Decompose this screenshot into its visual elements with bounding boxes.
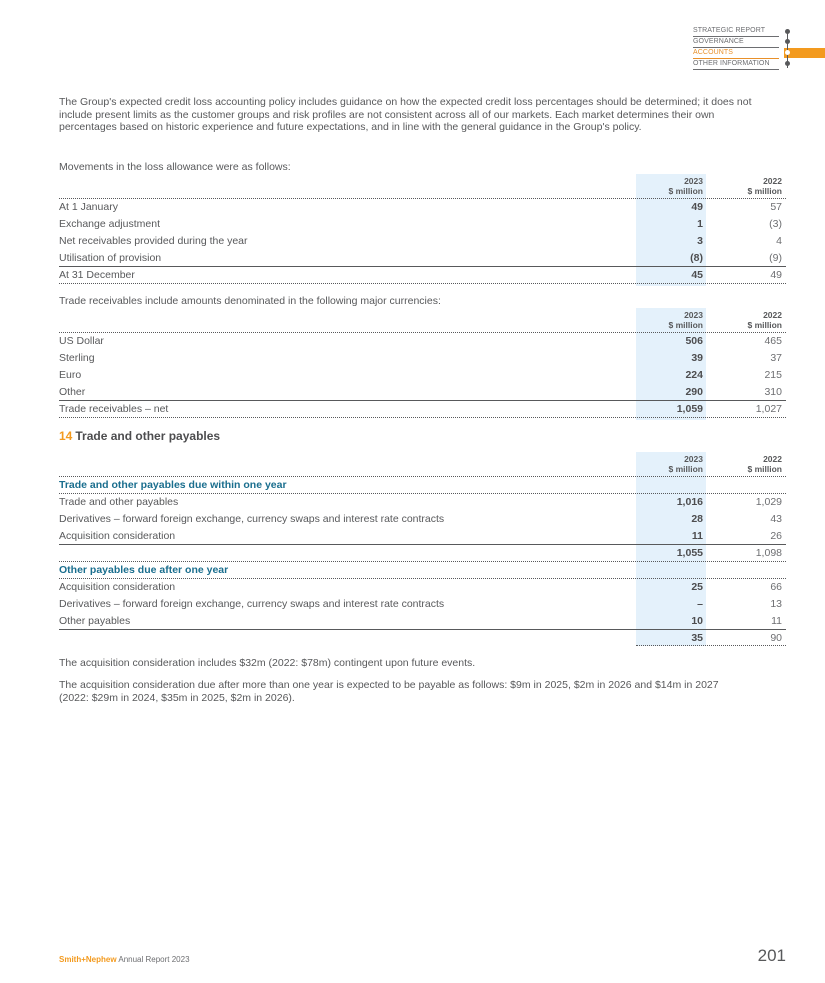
nav-strategic-report[interactable]: STRATEGIC REPORT <box>693 27 779 37</box>
footer-brand: Smith+Nephew Annual Report 2023 <box>59 955 190 964</box>
divider <box>59 283 786 284</box>
table-row: Other payables 10 11 <box>59 615 782 627</box>
page-number: 201 <box>757 946 786 965</box>
payables-table <box>59 452 786 646</box>
divider <box>636 645 786 646</box>
nav-active-dot-icon <box>785 50 790 55</box>
col-header-2022: 2022 $ million <box>747 454 782 474</box>
col-header-2023: 2023 $ million <box>668 454 703 474</box>
table-row: Utilisation of provision (8) (9) <box>59 252 782 264</box>
subheading-after-one-year: Other payables due after one year <box>59 564 229 576</box>
credit-loss-policy-paragraph: The Group's expected credit loss accounting policy includes guidance on how the expected credit loss percentages should be determined; it does not include present limits as the customer groups and risk profiles are not consistent across all of our markets. Each market determines their own percentages based on historic experience and future expectations, and in line with the general guidance in the Group's policy. <box>59 96 752 133</box>
nav-dot-icon <box>785 39 790 44</box>
table-row: Net receivables provided during the year 3 4 <box>59 235 782 247</box>
table-row: Derivatives – forward foreign exchange, currency swaps and interest rate contracts – 13 <box>59 598 782 610</box>
table-row-subtotal: 35 90 <box>691 632 782 644</box>
acquisition-note: The acquisition consideration includes $32m (2022: $78m) contingent upon future events. <box>59 657 476 669</box>
table-row: Derivatives – forward foreign exchange, currency swaps and interest rate contracts 28 43 <box>59 513 782 525</box>
table-row: At 1 January 49 57 <box>59 201 782 213</box>
table-row-total: Trade receivables – net 1,059 1,027 <box>59 403 782 415</box>
divider <box>59 417 786 418</box>
table-row: Sterling 39 37 <box>59 352 782 364</box>
col-header-2023: 2023 $ million <box>668 176 703 196</box>
col-header-2023: 2023 $ million <box>668 310 703 330</box>
nav-other-information[interactable]: OTHER INFORMATION <box>693 60 779 70</box>
table-row: Euro 224 215 <box>59 369 782 381</box>
col-header-2022: 2022 $ million <box>747 176 782 196</box>
table-row: Acquisition consideration 25 66 <box>59 581 782 593</box>
active-section-marker <box>784 48 825 58</box>
currencies-intro: Trade receivables include amounts denominated in the following major currencies: <box>59 295 441 307</box>
table-row: Trade and other payables 1,016 1,029 <box>59 496 782 508</box>
col-header-2022: 2022 $ million <box>747 310 782 330</box>
nav-accounts[interactable]: ACCOUNTS <box>693 49 779 59</box>
table-row: Exchange adjustment 1 (3) <box>59 218 782 230</box>
nav-dot-icon <box>785 29 790 34</box>
loss-allowance-table <box>59 174 786 286</box>
table-row: Acquisition consideration 11 26 <box>59 530 782 542</box>
currency-table <box>59 308 786 420</box>
nav-dot-icon <box>785 61 790 66</box>
table-row-total: At 31 December 45 49 <box>59 269 782 281</box>
table-row: US Dollar 506 465 <box>59 335 782 347</box>
nav-governance[interactable]: GOVERNANCE <box>693 38 779 48</box>
section-nav <box>693 26 825 70</box>
section-title: 14 Trade and other payables <box>59 429 221 443</box>
table-row: Other 290 310 <box>59 386 782 398</box>
acquisition-schedule-note: The acquisition consideration due after more than one year is expected to be payable as follows: $9m in 2025, $2m in 2026 and $14m in 2027 (2022: $29m in 2024, $35m in 2025, $2m in 2026). <box>59 679 719 704</box>
subheading-within-one-year: Trade and other payables due within one year <box>59 479 287 491</box>
movements-intro: Movements in the loss allowance were as follows: <box>59 161 291 173</box>
table-row-subtotal: 1,055 1,098 <box>676 547 782 559</box>
